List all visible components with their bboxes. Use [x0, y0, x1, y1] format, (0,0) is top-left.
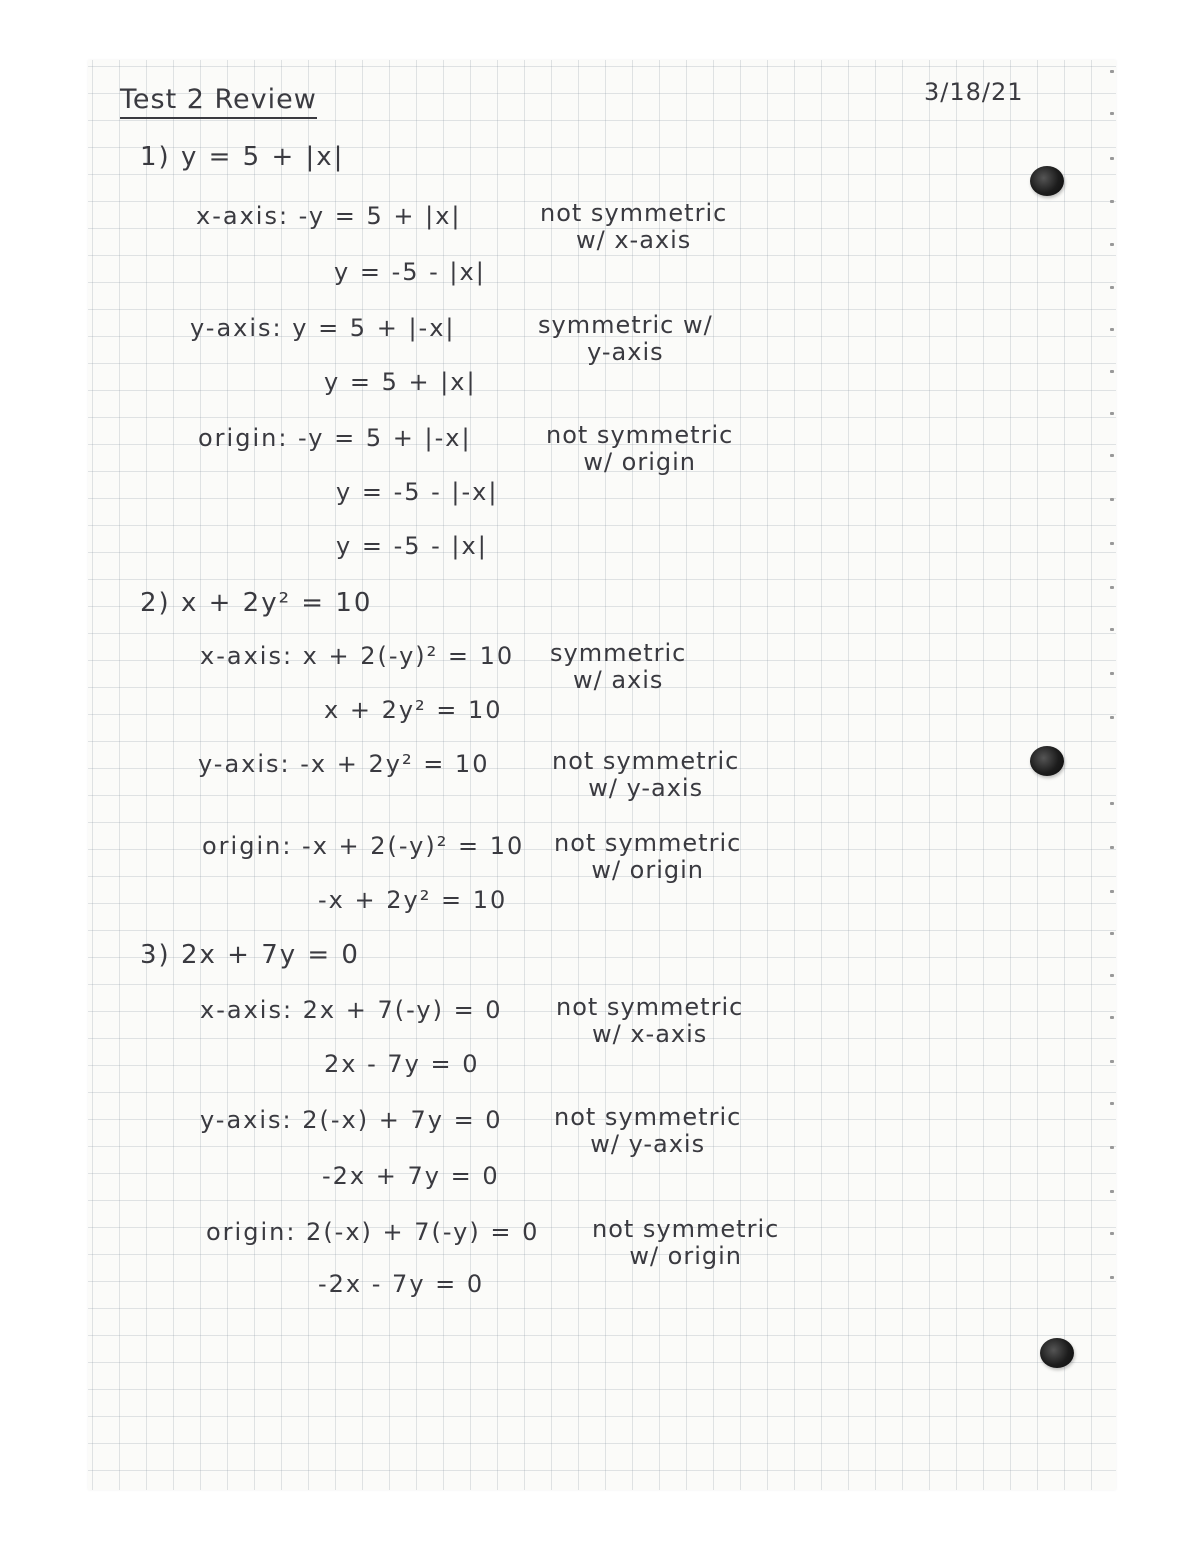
- problem-1-y-axis-simplified: y = 5 + |x|: [324, 368, 477, 396]
- problem-3-y-axis-simplified: -2x + 7y = 0: [322, 1162, 500, 1190]
- edge-mark: [1110, 932, 1114, 935]
- problem-1-x-axis-test: x-axis: -y = 5 + |x|: [196, 202, 462, 230]
- problem-3-x-axis-test: x-axis: 2x + 7(-y) = 0: [200, 996, 503, 1024]
- edge-mark: [1110, 1146, 1114, 1149]
- result-line-2: w/ x-axis: [592, 1020, 708, 1048]
- result-line-1: symmetric: [550, 639, 687, 667]
- problem-1-x-axis-simplified: y = -5 - |x|: [334, 258, 486, 286]
- edge-mark: [1110, 243, 1114, 246]
- edge-mark: [1110, 1190, 1114, 1193]
- edge-mark: [1110, 1016, 1114, 1019]
- edge-mark: [1110, 200, 1114, 203]
- edge-mark: [1110, 1060, 1114, 1063]
- edge-mark: [1110, 112, 1114, 115]
- edge-mark: [1110, 1102, 1114, 1105]
- problem-1-origin-step: y = -5 - |-x|: [336, 478, 499, 506]
- problem-1-origin-test: origin: -y = 5 + |-x|: [198, 424, 472, 452]
- edge-mark: [1110, 542, 1114, 545]
- binder-hole-bottom: [1040, 1338, 1074, 1368]
- problem-3-origin-simplified: -2x - 7y = 0: [318, 1270, 485, 1298]
- result-line-2: w/ x-axis: [576, 226, 692, 254]
- edge-mark: [1110, 586, 1114, 589]
- edge-mark: [1110, 716, 1114, 719]
- problem-2-origin-result: [554, 830, 741, 884]
- edge-mark: [1110, 157, 1114, 160]
- result-line-1: not symmetric: [554, 1103, 742, 1131]
- problem-1-y-axis-result: [538, 312, 713, 366]
- problem-3-origin-test: origin: 2(-x) + 7(-y) = 0: [206, 1218, 540, 1246]
- result-line-2: y-axis: [587, 338, 664, 366]
- binder-hole-middle: [1030, 746, 1064, 776]
- binder-hole-top: [1030, 166, 1064, 196]
- edge-mark: [1110, 1276, 1114, 1279]
- result-line-2: w/ origin: [583, 448, 696, 476]
- problem-3-x-axis-simplified: 2x - 7y = 0: [324, 1050, 480, 1078]
- edge-mark: [1110, 974, 1114, 977]
- problem-3-x-axis-result: [556, 994, 743, 1048]
- problem-3-y-axis-result: [554, 1104, 741, 1158]
- problem-2-y-axis-result: [552, 748, 739, 802]
- problem-2-equation: 2) x + 2y² = 10: [140, 588, 373, 618]
- problem-3-equation: 3) 2x + 7y = 0: [140, 940, 360, 970]
- problem-3-origin-result: [592, 1216, 779, 1270]
- edge-mark: [1110, 846, 1114, 849]
- problem-1-x-axis-result: [540, 200, 727, 254]
- problem-1-y-axis-test: y-axis: y = 5 + |-x|: [190, 314, 456, 342]
- result-line-1: not symmetric: [592, 1215, 780, 1243]
- problem-2-y-axis-test: y-axis: -x + 2y² = 10: [198, 750, 490, 778]
- edge-mark: [1110, 890, 1114, 893]
- problem-3-y-axis-test: y-axis: 2(-x) + 7y = 0: [200, 1106, 503, 1134]
- edge-mark: [1110, 498, 1114, 501]
- problem-2-origin-test: origin: -x + 2(-y)² = 10: [202, 832, 525, 860]
- edge-mark: [1110, 802, 1114, 805]
- result-line-2: w/ origin: [629, 1242, 742, 1270]
- problem-2-x-axis-test: x-axis: x + 2(-y)² = 10: [200, 642, 515, 670]
- problem-1-origin-result: [546, 422, 733, 476]
- result-line-1: symmetric w/: [538, 311, 713, 339]
- edge-mark: [1110, 286, 1114, 289]
- edge-mark: [1110, 328, 1114, 331]
- result-line-1: not symmetric: [552, 747, 740, 775]
- problem-2-x-axis-result: [550, 640, 686, 694]
- page-title: Test 2 Review: [120, 84, 317, 119]
- edge-mark: [1110, 454, 1114, 457]
- edge-mark: [1110, 672, 1114, 675]
- date: 3/18/21: [924, 78, 1024, 106]
- result-line-1: not symmetric: [540, 199, 728, 227]
- edge-mark: [1110, 370, 1114, 373]
- edge-mark: [1110, 70, 1114, 73]
- result-line-2: w/ y-axis: [590, 1130, 706, 1158]
- problem-1-origin-simplified: y = -5 - |x|: [336, 532, 488, 560]
- edge-mark: [1110, 628, 1114, 631]
- result-line-2: w/ origin: [591, 856, 704, 884]
- result-line-2: w/ y-axis: [588, 774, 704, 802]
- result-line-2: w/ axis: [572, 666, 664, 694]
- edge-mark: [1110, 412, 1114, 415]
- edge-mark: [1110, 1232, 1114, 1235]
- result-line-1: not symmetric: [556, 993, 744, 1021]
- problem-2-origin-simplified: -x + 2y² = 10: [318, 886, 508, 914]
- problem-2-x-axis-simplified: x + 2y² = 10: [324, 696, 503, 724]
- problem-1-equation: 1) y = 5 + |x|: [140, 142, 345, 172]
- result-line-1: not symmetric: [546, 421, 734, 449]
- result-line-1: not symmetric: [554, 829, 742, 857]
